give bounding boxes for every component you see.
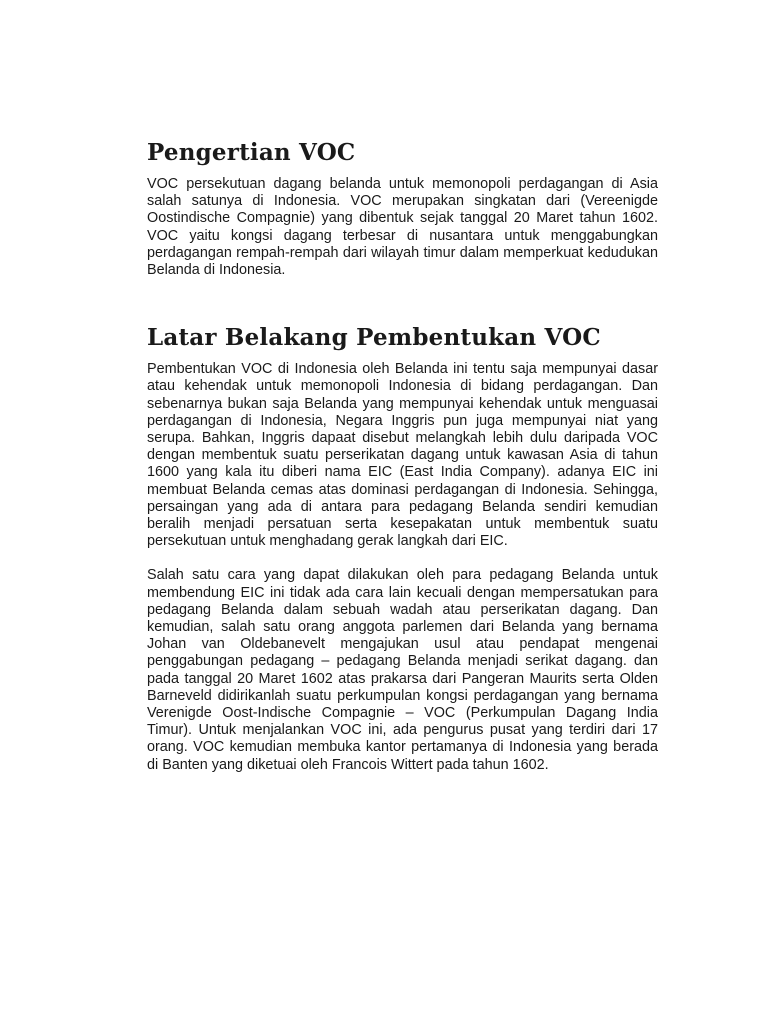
paragraph-latar-belakang-1: Pembentukan VOC di Indonesia oleh Belanda ini tentu saja mempunyai dasar atau kehendak untuk memonopoli Indonesia di bidang perdagangan. Dan sebenarnya bukan saja Belanda yang mempunyai kehendak untuk menguasai perdagangan di Indonesia, Negara Inggris pun juga mempunyai niat yang serupa. Bahkan, Inggris dapaat disebut melangkah lebih dulu daripada VOC dengan membentuk suatu perserikatan dagang untuk kawasan Asia di tahun 1600 yang kala itu diberi nama EIC (East India Company). adanya EIC ini membuat Belanda cemas atas dominasi perdagangan di Indonesia. Sehingga, persaingan yang ada di antara para pedagang Belanda sendiri kemudian beralih menjadi persatuan serta kesepakatan untuk membentuk suatu persekutuan untuk menghadang gerak langkah dari EIC. <box>147 361 658 550</box>
section-title-pengertian-voc: Pengertian VOC <box>147 139 356 166</box>
paragraph-pengertian-voc: VOC persekutuan dagang belanda untuk memonopoli perdagangan di Asia salah satunya di Indonesia. VOC merupakan singkatan dari (Vereenigde Oostindische Compagnie) yang dibentuk sejak tanggal 20 Maret tahun 1602. VOC yaitu kongsi dagang terbesar di nusantara untuk menggabungkan perdagangan rempah-rempah dari wilayah timur dalam memperkuat kedudukan Belanda di Indonesia. <box>147 176 658 279</box>
document-page <box>147 138 658 774</box>
section-title-latar-belakang: Latar Belakang Pembentukan VOC <box>147 324 601 352</box>
paragraph-latar-belakang-2: Salah satu cara yang dapat dilakukan oleh para pedagang Belanda untuk membendung EIC ini tidak ada cara lain kecuali dengan mempersatukan para pedagang Belanda dalam sebuah wadah atau perserikatan dagang. Dan kemudian, salah satu orang anggota parlemen dari Belanda yang bernama Johan van Oldebanevelt mengajukan usul atau pendapat mengenai penggabungan pedagang – pedagang Belanda menjadi serikat dagang. dan pada tanggal 20 Maret 1602 atas prakarsa dari Pangeran Maurits serta Olden Barneveld didirikanlah suatu perkumpulan kongsi perdagangan yang bernama Verenigde Oost-Indische Compagnie – VOC (Perkumpulan Dagang India Timur). Untuk menjalankan VOC ini, ada pengurus pusat yang terdiri dari 17 orang. VOC kemudian membuka kantor pertamanya di Indonesia yang berada di Banten yang diketuai oleh Francois Wittert pada tahun 1602. <box>147 567 658 773</box>
